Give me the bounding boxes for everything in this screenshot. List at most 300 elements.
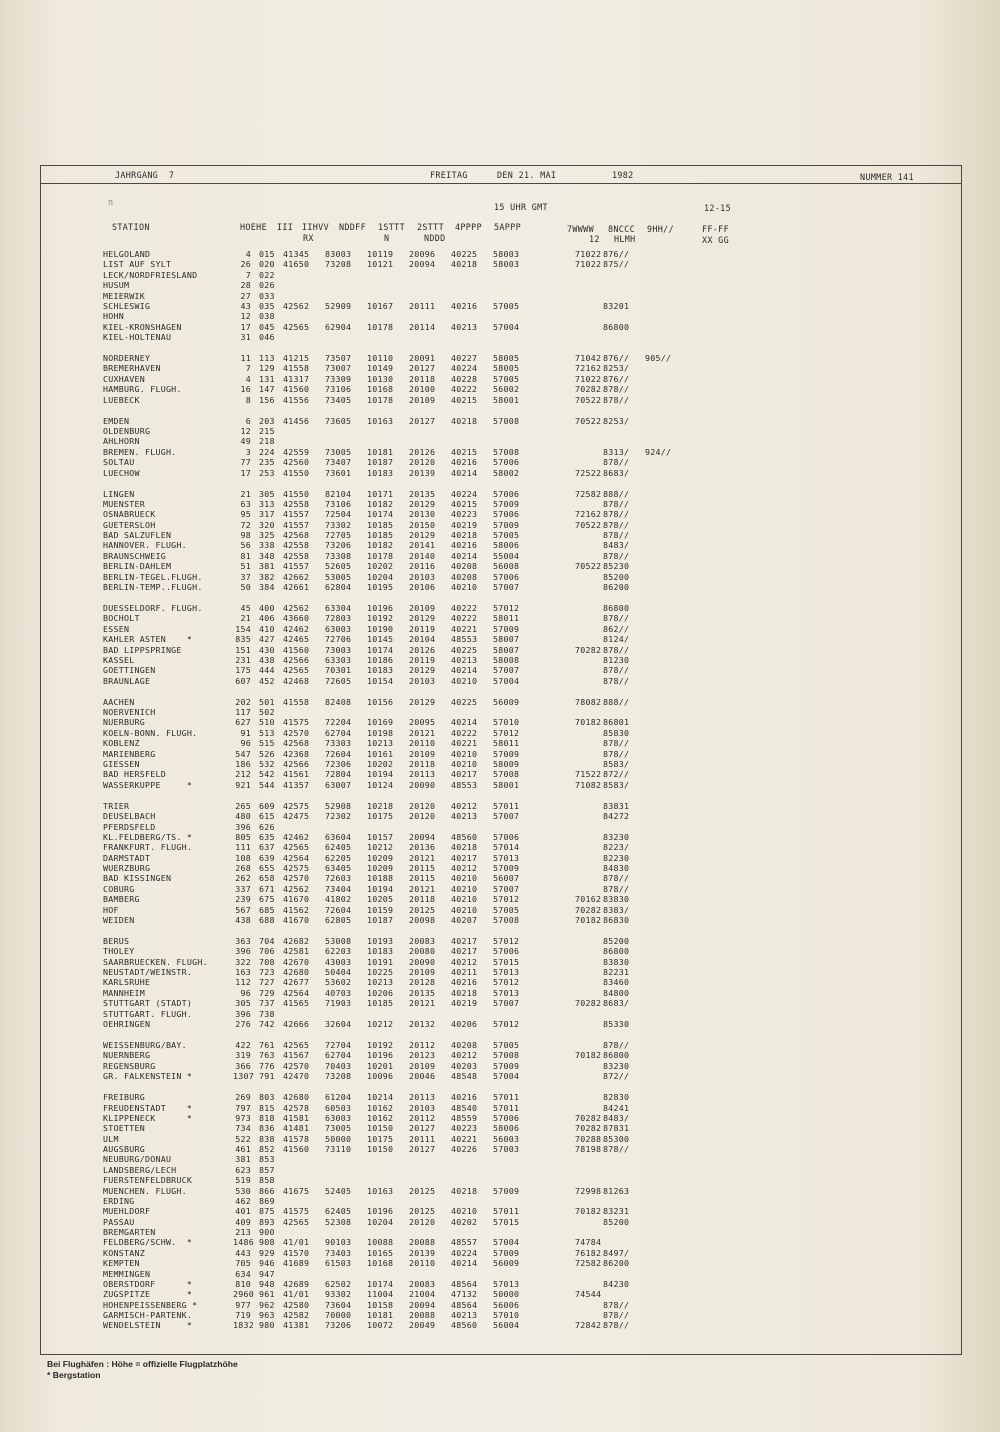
cell-station: HOHN [103, 311, 124, 322]
cell-1sttt: 10096 [367, 1071, 394, 1082]
date: DEN 21. MAI [497, 170, 557, 180]
cell-5appp: 57013 [493, 987, 520, 998]
station-group [103, 801, 803, 926]
cell-hoehe: 977 [235, 1299, 251, 1310]
cell-9hh [643, 624, 681, 634]
cell-4pppp: 40217 [451, 935, 478, 946]
cell-7wwww: 70282 [575, 904, 602, 915]
cell-station: BREMGARTEN [103, 1227, 156, 1238]
cell-station: HAMBURG. FLUGH. [103, 384, 182, 395]
cell-4pppp: 40213 [451, 811, 478, 822]
cell-iii: 452 [259, 675, 275, 686]
cell-gap [533, 946, 573, 956]
cell-iihvv: 42662 [283, 571, 310, 582]
cell-4pppp: 40219 [451, 998, 478, 1009]
cell-hoehe: 835 [235, 634, 251, 645]
cell-7wwww [573, 811, 601, 821]
cell-4pppp: 40210 [451, 894, 478, 905]
cell-5appp: 58001 [493, 394, 520, 405]
cell-hoehe: 202 [235, 696, 251, 707]
cell-2sttt: 20130 [409, 509, 436, 520]
cell-hoehe: 381 [235, 1154, 251, 1165]
cell-iii: 893 [259, 1216, 275, 1227]
cell-8nccc: 8683/ [603, 998, 630, 1009]
cell-iii: 961 [259, 1289, 275, 1300]
cell-iii: 038 [259, 311, 275, 322]
cell-gap [533, 853, 573, 863]
cell-hoehe: 231 [235, 654, 251, 665]
cell-5appp [491, 1009, 533, 1019]
cell-nddff [323, 1165, 365, 1175]
cell-2sttt: 20119 [409, 654, 436, 665]
cell-2sttt: 20141 [409, 540, 436, 551]
cell-8nccc [601, 280, 643, 290]
cell-1sttt: 10124 [367, 779, 394, 790]
cell-iihvv: 41689 [283, 1258, 310, 1269]
cell-station: HOF [103, 904, 119, 915]
cell-2sttt: 20120 [409, 800, 436, 811]
cell-7wwww: 72582 [575, 1258, 602, 1269]
cell-8nccc: 86200 [603, 1258, 630, 1269]
cell-7wwww: 70282 [575, 384, 602, 395]
cell-9hh [643, 905, 681, 915]
cell-9hh [643, 1269, 681, 1279]
cell-nddff: 72204 [325, 717, 352, 728]
cell-8nccc [601, 1175, 643, 1185]
cell-4pppp: 40219 [451, 519, 478, 530]
cell-iihvv: 42368 [283, 748, 310, 759]
cell-gap [533, 416, 573, 426]
cell-2sttt: 20125 [409, 904, 436, 915]
cell-7wwww: 74784 [575, 1237, 602, 1248]
table-row [103, 936, 803, 946]
table-row [103, 853, 803, 863]
cell-2sttt: 20127 [409, 363, 436, 374]
cell-iihvv: 42575 [283, 800, 310, 811]
cell-1sttt: 10190 [367, 623, 394, 634]
cell-8nccc: 84800 [603, 987, 630, 998]
cell-station: KIEL-HOLTENAU [103, 332, 172, 342]
cell-hoehe: 45 [240, 603, 251, 613]
cell-nddff: 63007 [325, 779, 352, 790]
cell-iihvv: 42677 [283, 977, 310, 988]
cell-1sttt: 10195 [367, 581, 394, 592]
cell-iii: 022 [259, 269, 275, 280]
cell-4pppp: 40221 [451, 738, 478, 749]
cell-iii: 406 [259, 613, 275, 624]
cell-9hh [643, 1237, 681, 1247]
cell-nddff: 62405 [325, 842, 352, 853]
cell-8nccc: 86200 [603, 581, 630, 592]
cell-iihvv: 41481 [283, 1123, 310, 1134]
cell-7wwww [573, 280, 601, 290]
cell-2sttt: 20095 [409, 717, 436, 728]
cell-7wwww [573, 988, 601, 998]
cell-iii: 026 [259, 280, 275, 291]
cell-hoehe: 337 [235, 883, 251, 894]
cell-9hh [643, 1113, 681, 1123]
cell-station: HELGOLAND [103, 249, 151, 259]
cell-gap [533, 842, 573, 852]
cell-4pppp: 48540 [451, 1102, 478, 1113]
cell-nddff: 72705 [325, 530, 352, 541]
cell-hoehe: 627 [235, 717, 251, 728]
cell-8nccc: 878// [603, 457, 630, 468]
cell-9hh [643, 1310, 681, 1320]
cell-5appp: 56008 [493, 561, 520, 572]
table-row [103, 1237, 803, 1247]
col-ffff: FF-FF [702, 224, 729, 234]
cell-iii: 305 [259, 488, 275, 499]
cell-nddff [323, 436, 365, 446]
cell-5appp: 50000 [493, 1289, 520, 1300]
cell-4pppp: 40210 [451, 1206, 478, 1217]
right-border [961, 165, 962, 1355]
cell-gap [533, 873, 573, 883]
cell-8nccc: 888// [603, 488, 630, 499]
cell-4pppp: 40217 [451, 852, 478, 863]
cell-iihvv: 42580 [283, 1299, 310, 1310]
cell-4pppp: 40208 [451, 561, 478, 572]
cell-2sttt: 20083 [409, 935, 436, 946]
cell-7wwww [573, 759, 601, 769]
cell-iihvv: 42581 [283, 946, 310, 957]
cell-iii: 963 [259, 1310, 275, 1321]
cell-iii: 763 [259, 1050, 275, 1061]
cell-iihvv: 42462 [283, 623, 310, 634]
cell-7wwww: 72998 [575, 1185, 602, 1196]
cell-8nccc: 8253/ [603, 415, 630, 426]
cell-2sttt: 20103 [409, 571, 436, 582]
cell-nddff: 73507 [325, 353, 352, 364]
cell-2sttt: 20088 [409, 1237, 436, 1248]
table-row [103, 707, 803, 717]
col-8nccc: 8NCCC [608, 224, 635, 234]
cell-iihvv: 42566 [283, 758, 310, 769]
cell-2sttt [407, 426, 449, 436]
cell-hoehe: 322 [235, 956, 251, 967]
cell-4pppp [449, 280, 491, 290]
table-row [103, 540, 803, 550]
cell-7wwww: 70282 [575, 1112, 602, 1123]
table-row [103, 1300, 803, 1310]
cell-gap [533, 1269, 573, 1279]
cell-station: KLIPPENECK * [103, 1112, 193, 1123]
cell-nddff [323, 1196, 365, 1206]
cell-8nccc: 85200 [603, 1216, 630, 1227]
cell-nddff [323, 270, 365, 280]
cell-7wwww: 70522 [575, 519, 602, 530]
cell-2sttt: 20109 [409, 603, 436, 613]
cell-iii: 113 [259, 353, 275, 364]
cell-gap [533, 1123, 573, 1133]
cell-station: HUSUM [103, 280, 130, 291]
cell-4pppp: 40210 [451, 675, 478, 686]
cell-hoehe: 363 [235, 935, 251, 946]
cell-7wwww [573, 676, 601, 686]
cell-hoehe: 265 [235, 800, 251, 811]
cell-8nccc: 8483/ [603, 1112, 630, 1123]
cell-iihvv: 42559 [283, 446, 310, 457]
cell-9hh [643, 582, 681, 592]
cell-8nccc: 81263 [603, 1185, 630, 1196]
cell-9hh [643, 665, 681, 675]
cell-2sttt: 20120 [409, 457, 436, 468]
cell-5appp: 57005 [493, 1040, 520, 1050]
cell-1sttt: 10204 [367, 571, 394, 582]
cell-hoehe: 2960 [233, 1289, 254, 1300]
cell-station: GARMISCH-PARTENK. [103, 1310, 193, 1321]
cell-5appp: 57012 [493, 603, 520, 613]
cell-station: REGENSBURG [103, 1060, 156, 1071]
cell-4pppp [449, 822, 491, 832]
table-row [103, 842, 803, 852]
table-row [103, 988, 803, 998]
cell-5appp [491, 1165, 533, 1175]
cell-5appp: 57011 [493, 1092, 520, 1103]
cell-1sttt: 10159 [367, 904, 394, 915]
cell-2sttt: 20094 [409, 831, 436, 842]
cell-2sttt [407, 707, 449, 717]
cell-9hh [643, 738, 681, 748]
col-9hh: 9HH// [647, 224, 674, 234]
cell-station: NUERNBERG [103, 1050, 151, 1061]
cell-9hh [643, 1248, 681, 1258]
cell-1sttt [365, 332, 407, 342]
cell-7wwww [573, 1019, 601, 1029]
cell-9hh [643, 780, 681, 790]
cell-7wwww [573, 801, 601, 811]
cell-2sttt: 20118 [409, 373, 436, 384]
cell-2sttt: 20127 [409, 1144, 436, 1155]
cell-hoehe: 462 [235, 1195, 251, 1206]
cell-8nccc: 8683/ [603, 467, 630, 478]
cell-iii: 875 [259, 1206, 275, 1217]
table-row [103, 509, 803, 519]
cell-7wwww [573, 1279, 601, 1289]
cell-8nccc [601, 822, 643, 832]
cell-1sttt: 10088 [367, 1237, 394, 1248]
cell-iihvv: 42570 [283, 727, 310, 738]
margin-mark: n [108, 197, 114, 207]
cell-iii: 962 [259, 1299, 275, 1310]
cell-1sttt: 10181 [367, 446, 394, 457]
cell-nddff: 71903 [325, 998, 352, 1009]
cell-2sttt: 20116 [409, 561, 436, 572]
cell-8nccc: 878// [603, 1310, 630, 1321]
cell-station: WENDELSTEIN * [103, 1320, 193, 1331]
table-row [103, 530, 803, 540]
cell-1sttt: 10162 [367, 1112, 394, 1123]
cell-5appp: 57007 [493, 811, 520, 822]
cell-9hh [643, 1175, 681, 1185]
table-row [103, 1206, 803, 1216]
cell-7wwww: 78198 [575, 1144, 602, 1155]
cell-9hh [643, 509, 681, 519]
cell-9hh [643, 1071, 681, 1081]
cell-iihvv: 42670 [283, 956, 310, 967]
cell-iii: 510 [259, 717, 275, 728]
table-row [103, 946, 803, 956]
cell-5appp: 56009 [493, 696, 520, 707]
table-row [103, 249, 803, 259]
cell-2sttt: 20110 [409, 1258, 436, 1269]
cell-9hh [643, 988, 681, 998]
cell-2sttt: 20136 [409, 842, 436, 853]
cell-iii: 501 [259, 696, 275, 707]
cell-iii: 035 [259, 300, 275, 311]
cell-gap [533, 1154, 573, 1164]
cell-2sttt: 20049 [409, 1320, 436, 1331]
cell-1sttt: 10150 [367, 1144, 394, 1155]
cell-iii: 675 [259, 894, 275, 905]
cell-iihvv: 42680 [283, 1092, 310, 1103]
cell-gap [533, 728, 573, 738]
cell-1sttt: 10183 [367, 467, 394, 478]
cell-9hh [643, 1061, 681, 1071]
cell-hoehe: 522 [235, 1133, 251, 1144]
cell-2sttt: 20083 [409, 1278, 436, 1289]
cell-station: BREMERHAVEN [103, 363, 161, 374]
cell-5appp: 57004 [493, 1237, 520, 1248]
cell-5appp: 57004 [493, 1071, 520, 1082]
cell-hoehe: 797 [235, 1102, 251, 1113]
cell-9hh [643, 540, 681, 550]
table-row [103, 1154, 803, 1164]
cell-iihvv: 42475 [283, 811, 310, 822]
cell-2sttt: 20109 [409, 394, 436, 405]
top-border [40, 165, 962, 166]
cell-hoehe: 186 [235, 758, 251, 769]
cell-2sttt [407, 270, 449, 280]
cell-station: ESSEN [103, 623, 130, 634]
cell-4pppp: 48560 [451, 1320, 478, 1331]
cell-7wwww [573, 822, 601, 832]
cell-station: CUXHAVEN [103, 373, 145, 384]
cell-nddff: 63405 [325, 863, 352, 873]
cell-gap [533, 811, 573, 821]
cell-station: GOETTINGEN [103, 665, 156, 676]
cell-7wwww [573, 301, 601, 311]
cell-8nccc: 876// [603, 353, 630, 364]
cell-hoehe: 269 [235, 1092, 251, 1103]
cell-9hh [643, 946, 681, 956]
cell-iii: 836 [259, 1123, 275, 1134]
table-row [103, 1248, 803, 1258]
cell-iihvv: 41561 [283, 769, 310, 780]
cell-4pppp: 40213 [451, 1310, 478, 1321]
cell-1sttt: 10178 [367, 321, 394, 332]
cell-9hh [643, 1154, 681, 1164]
cell-1sttt: 10192 [367, 1040, 394, 1050]
table-row [103, 416, 803, 426]
cell-gap [533, 1248, 573, 1258]
cell-iihvv: 41550 [283, 488, 310, 499]
cell-station: KAHLER ASTEN * [103, 634, 193, 645]
cell-4pppp: 40216 [451, 540, 478, 551]
cell-1sttt [365, 436, 407, 446]
cell-nddff: 63003 [325, 623, 352, 634]
cell-5appp: 57013 [493, 852, 520, 863]
cell-1sttt: 10163 [367, 1185, 394, 1196]
cell-5appp: 55004 [493, 550, 520, 561]
cell-9hh [643, 1144, 681, 1154]
cell-gap [533, 1134, 573, 1144]
cell-station: MUENSTER [103, 498, 145, 509]
cell-station: FRANKFURT. FLUGH. [103, 842, 193, 853]
cell-1sttt: 10130 [367, 373, 394, 384]
cell-gap [533, 1300, 573, 1310]
cell-2sttt: 20135 [409, 987, 436, 998]
cell-hoehe: 973 [235, 1112, 251, 1123]
table-row [103, 332, 803, 342]
cell-hoehe: 43 [240, 300, 251, 311]
cell-2sttt: 20112 [409, 1040, 436, 1050]
cell-nddff: 73302 [325, 519, 352, 530]
cell-nddff: 52908 [325, 800, 352, 811]
cell-2sttt: 20139 [409, 1247, 436, 1258]
cell-station: MANNHEIM [103, 987, 145, 998]
cell-iii: 544 [259, 779, 275, 790]
cell-2sttt: 20129 [409, 665, 436, 676]
cell-station: WEIDEN [103, 914, 135, 925]
cell-hoehe: 239 [235, 894, 251, 905]
cell-8nccc: 85830 [603, 727, 630, 738]
cell-iihvv [281, 280, 323, 290]
cell-5appp: 57007 [493, 883, 520, 894]
cell-7wwww: 70522 [575, 561, 602, 572]
cell-station: KOELN-BONN. FLUGH. [103, 727, 198, 738]
cell-iihvv: 42568 [283, 738, 310, 749]
cell-2sttt [407, 280, 449, 290]
cell-gap [533, 1237, 573, 1247]
cell-station: MUENCHEN. FLUGH. [103, 1185, 187, 1196]
table-row [103, 613, 803, 623]
cell-4pppp: 40214 [451, 1258, 478, 1269]
cell-5appp: 57006 [493, 571, 520, 582]
cell-4pppp: 40216 [451, 977, 478, 988]
cell-8nccc: 86800 [603, 1050, 630, 1061]
cell-7wwww [573, 270, 601, 280]
cell-4pppp: 40221 [451, 1133, 478, 1144]
cell-iihvv: 42689 [283, 1278, 310, 1289]
cell-station: LINGEN [103, 488, 135, 499]
cell-iii: 658 [259, 873, 275, 884]
cell-5appp: 57006 [493, 946, 520, 957]
cell-4pppp: 40224 [451, 363, 478, 374]
cell-9hh [643, 249, 681, 259]
cell-9hh [643, 291, 681, 301]
cell-7wwww [573, 749, 601, 759]
cell-hoehe: 51 [240, 561, 251, 572]
cell-9hh [643, 530, 681, 540]
cell-iihvv: 41/01 [283, 1237, 310, 1248]
cell-iihvv: 42570 [283, 1060, 310, 1071]
cell-9hh [643, 957, 681, 967]
cell-7wwww [573, 728, 601, 738]
cell-7wwww [573, 447, 601, 457]
cell-station: AACHEN [103, 696, 135, 707]
cell-7wwww: 70522 [575, 415, 602, 426]
cell-gap [533, 697, 573, 707]
cell-5appp: 57009 [493, 748, 520, 759]
cell-2sttt: 20127 [409, 415, 436, 426]
cell-station: BERLIN-TEMP..FLUGH. [103, 581, 203, 592]
cell-1sttt: 10187 [367, 457, 394, 468]
cell-7wwww: 71022 [575, 373, 602, 384]
cell-5appp [491, 426, 533, 436]
cell-9hh [643, 894, 681, 904]
